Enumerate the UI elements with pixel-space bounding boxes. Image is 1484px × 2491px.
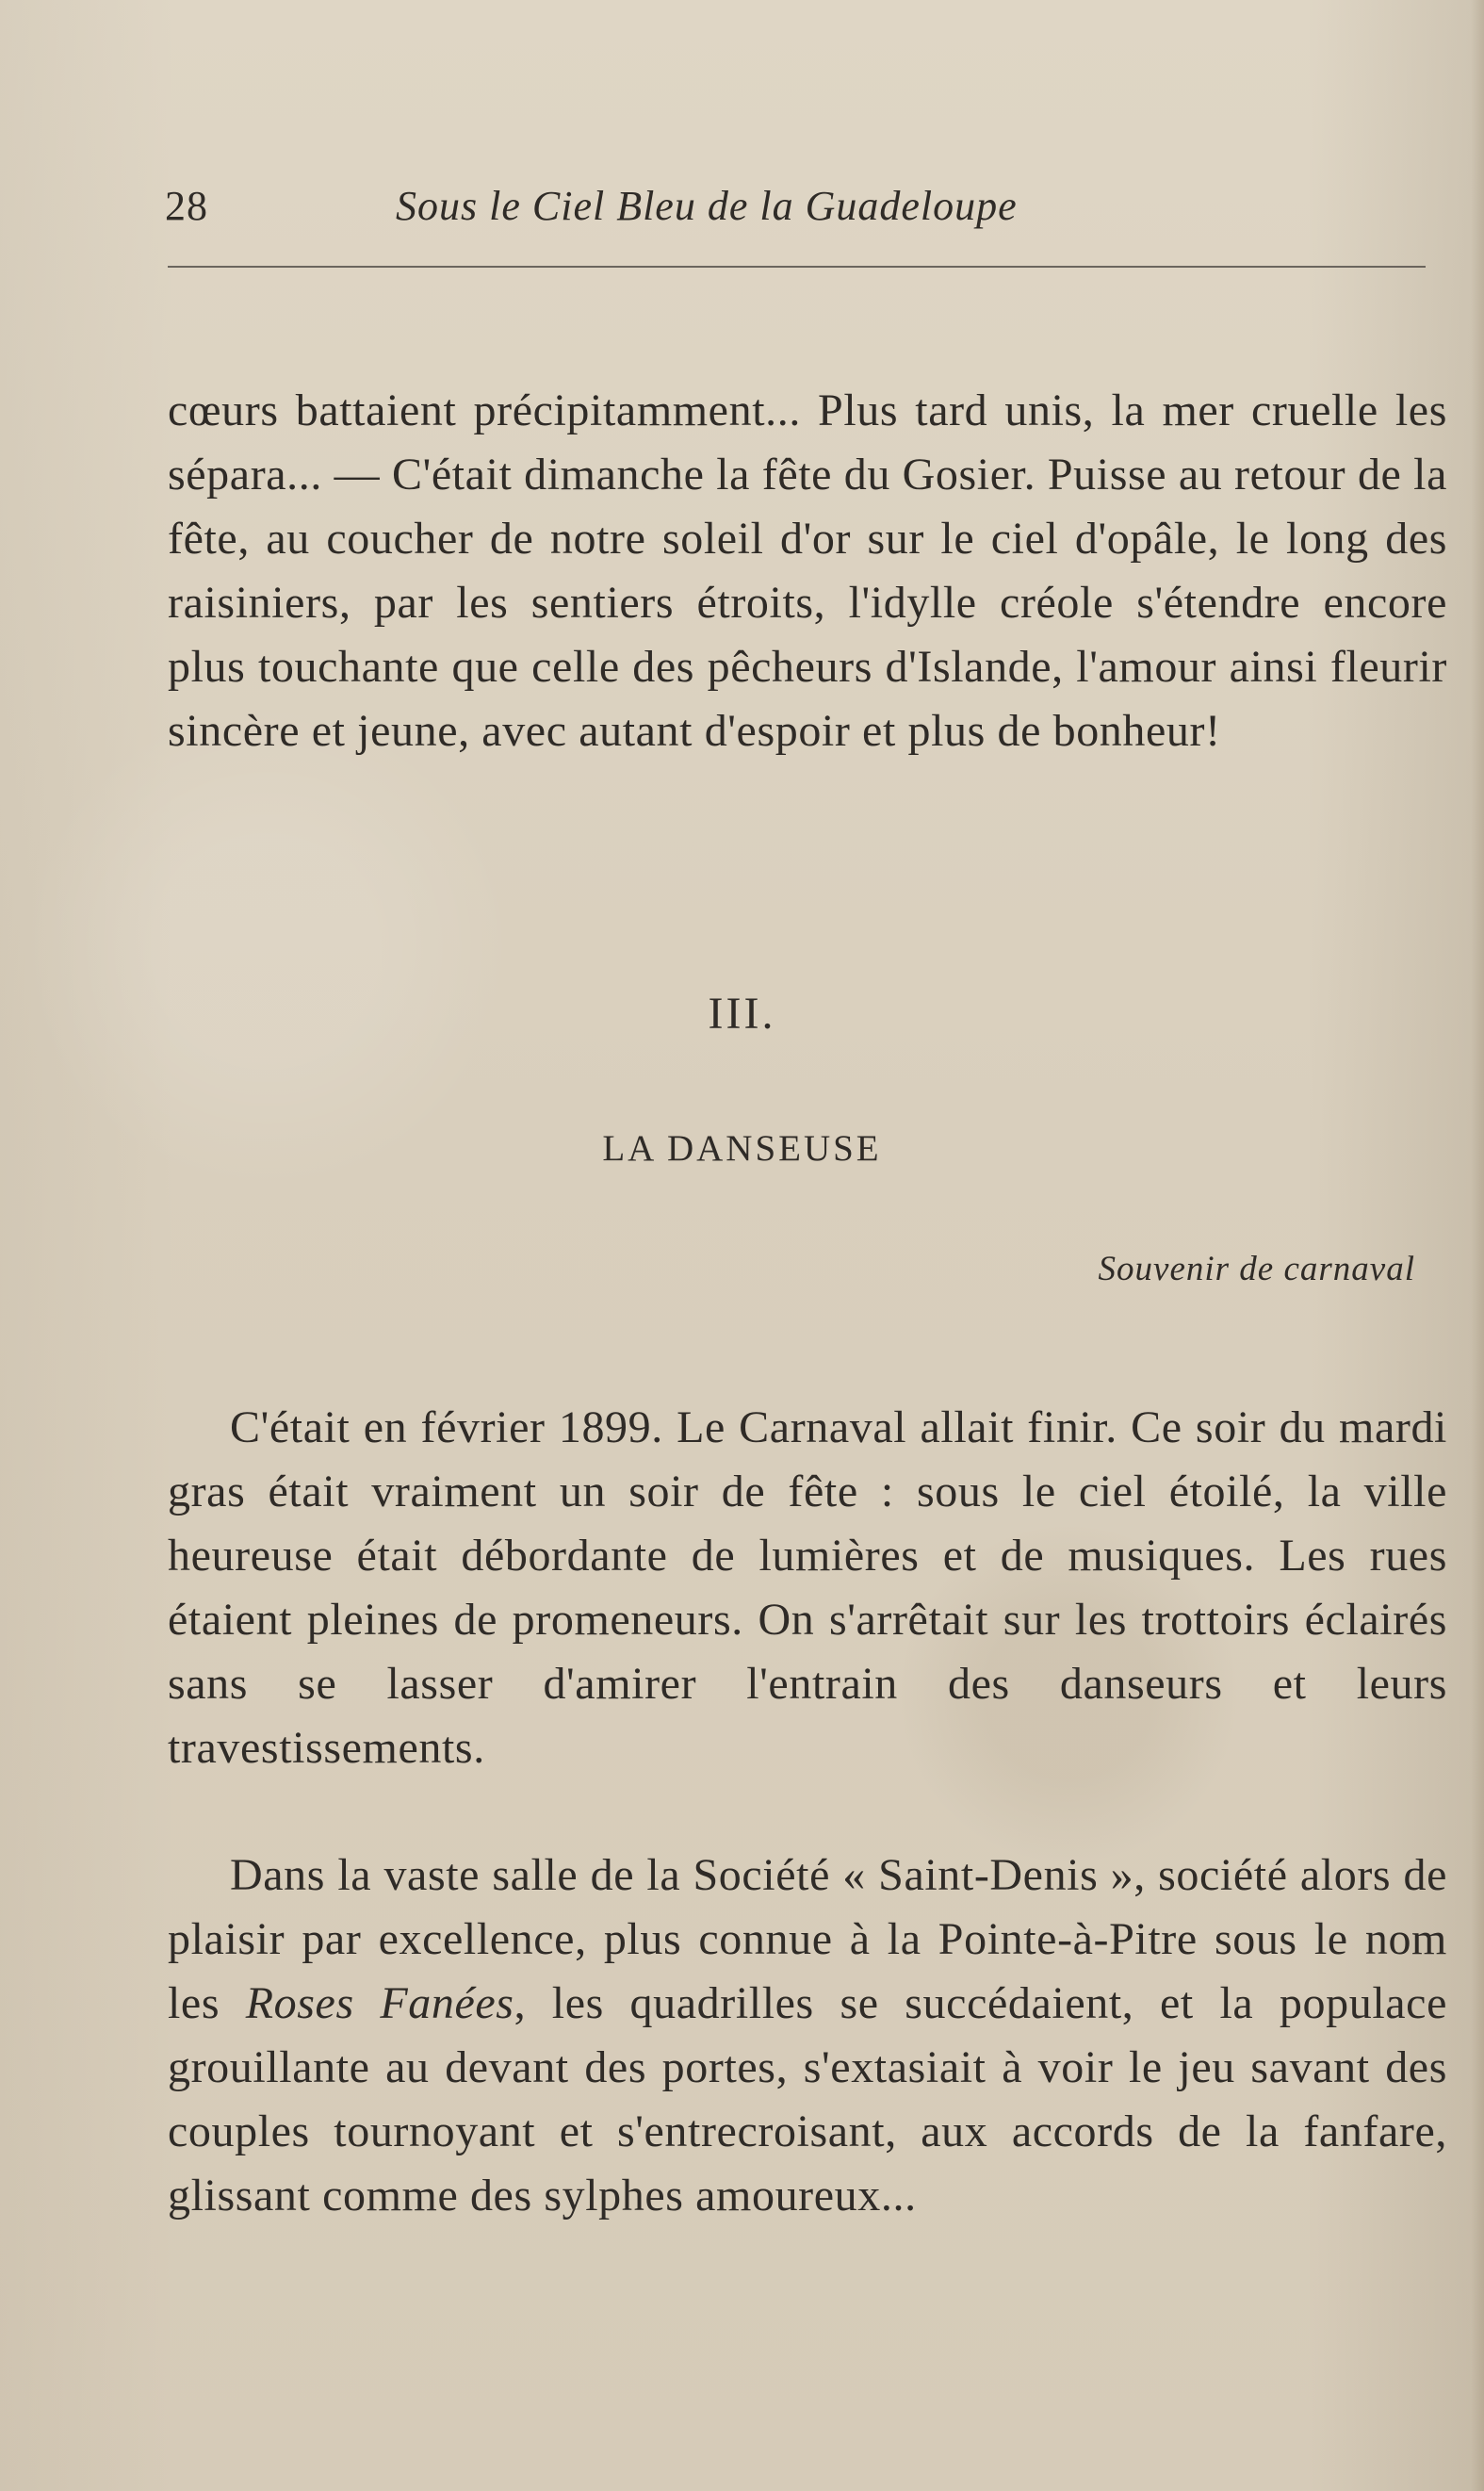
dance-hall-paragraph-start: Dans la vaste salle de la Société « Saint-Denis », société alors de plaisir par excellence, plus connue à la Pointe-à-Pitre sous le nom les (168, 1850, 1447, 2028)
section-number: III. (708, 989, 776, 1039)
roses-fanees-title: Roses Fanées (245, 1978, 514, 2028)
header-divider (168, 266, 1426, 268)
section-title: LA DANSEUSE (602, 1128, 882, 1169)
epigraph: Souvenir de carnaval (1098, 1250, 1415, 1288)
page-header (165, 173, 1427, 239)
opening-paragraph: cœurs battaient précipitamment... Plus tard unis, la mer cruelle les sépara... — C'était dimanche la fête du Gosier. Puisse au retour de la fête, au coucher de notre soleil d'or sur le ciel d'opâle, le long des raisiniers, par les sentiers étroits, l'idylle créole s'étendre encore plus touchante que celle des pêcheurs d'Islande, l'amour ainsi fleurir sincère et jeune, avec autant d'espoir et plus de bonheur! (168, 385, 1447, 756)
dance-hall-paragraph-end: , les quadrilles se succédaient, et la populace grouillante au devant des portes, s'extasiait à voir le jeu savant des couples tournoyant et s'entrecroisant, aux accords de la fanfare, glissant comme des sylphes amoureux... (168, 1978, 1447, 2221)
dance-hall-paragraph (168, 1844, 1447, 2228)
carnival-paragraph: C'était en février 1899. Le Carnaval allait finir. Ce soir du mardi gras était vraiment un soir de fête : sous le ciel étoilé, la ville heureuse était débordante de lumières et de musiques. Les rues étaient pleines de promeneurs. On s'arrêtait sur les trottoirs éclairés sans se lasser d'amirer l'entrain des danseurs et leurs travestissements. (168, 1402, 1447, 1773)
page-number: 28 (165, 183, 208, 229)
running-title: Sous le Ciel Bleu de la Guadeloupe (396, 183, 1018, 229)
